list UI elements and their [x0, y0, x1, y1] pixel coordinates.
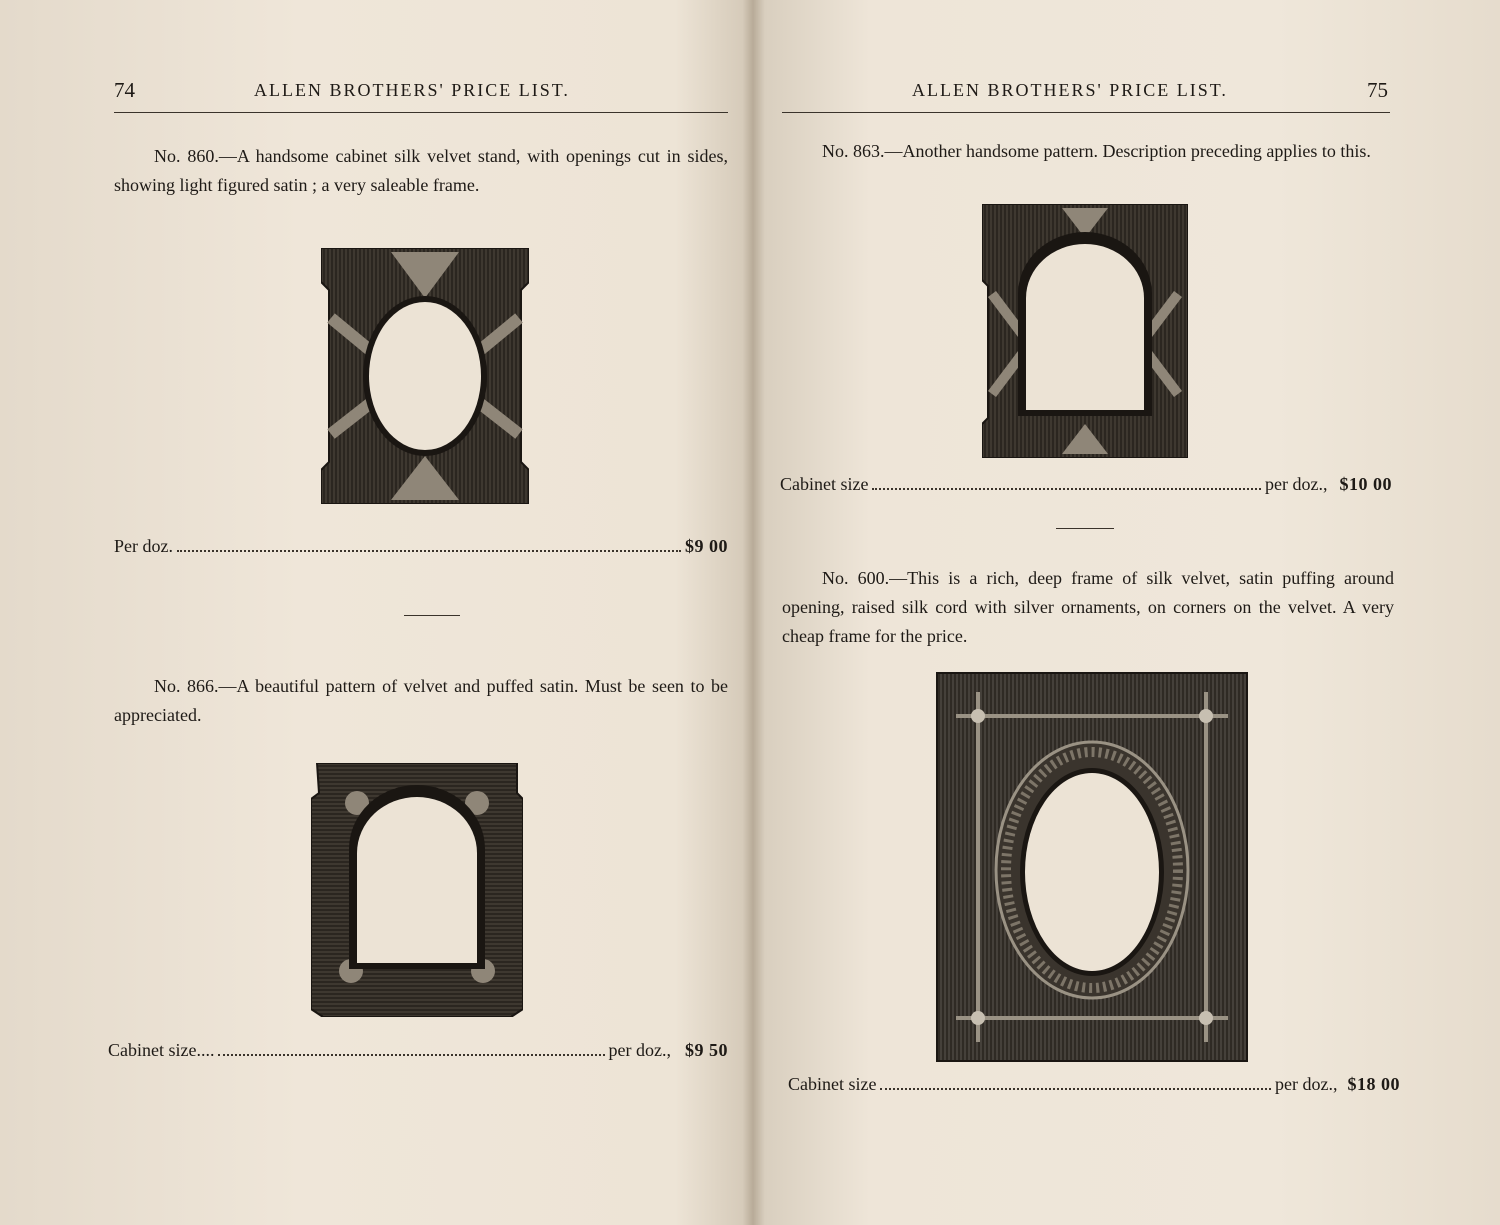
frame-860-illustration	[321, 248, 529, 504]
item-866-price-line	[108, 1040, 728, 1061]
item-863-description: No. 863.—Another handsome pattern. Description preceding applies to this.	[822, 141, 1371, 161]
item-860-price-line	[114, 536, 728, 557]
item-860-price-label: Per doz.	[114, 536, 173, 556]
item-863-price-line	[780, 474, 1392, 495]
item-866-price-label: Cabinet size....	[108, 1040, 215, 1060]
section-divider	[404, 615, 460, 616]
arched-velvet-frame-icon	[311, 763, 523, 1017]
item-600-price-label: Cabinet size	[788, 1074, 877, 1094]
section-divider	[1056, 528, 1114, 529]
item-866-description: No. 866.—A beautiful pattern of velvet and puffed satin. Must be seen to be appreciated.	[114, 676, 728, 725]
page-header-title: ALLEN BROTHERS' PRICE LIST.	[254, 80, 570, 100]
item-860-price: $9 00	[685, 536, 728, 556]
item-600-price-unit: per doz.,	[1275, 1074, 1338, 1094]
page-number: 75	[1367, 78, 1388, 102]
item-600-price-line	[788, 1074, 1400, 1095]
item-600-price: $18 00	[1347, 1074, 1400, 1094]
frame-600-illustration	[936, 672, 1248, 1062]
leader-dots	[177, 550, 681, 552]
right-page	[752, 0, 1500, 1225]
leader-dots	[218, 1054, 604, 1056]
leader-dots	[880, 1088, 1271, 1090]
item-863-price-label: Cabinet size	[780, 474, 869, 494]
item-866-price-unit: per doz.,	[608, 1040, 671, 1060]
item-860-description: No. 860.—A handsome cabinet silk velvet stand, with openings cut in sides, showing light figured satin ; a very saleable frame.	[114, 146, 728, 195]
leader-dots	[872, 488, 1261, 490]
frame-866-illustration	[311, 763, 523, 1017]
item-863-price-unit: per doz.,	[1265, 474, 1328, 494]
left-page-header	[114, 72, 728, 113]
item-863-price: $10 00	[1339, 474, 1392, 494]
oval-velvet-frame-icon	[321, 248, 529, 504]
frame-863-illustration	[982, 204, 1188, 458]
arched-velvet-frame-icon	[982, 204, 1188, 458]
page-header-title: ALLEN BROTHERS' PRICE LIST.	[912, 80, 1228, 100]
page-number: 74	[114, 78, 135, 102]
right-page-header	[782, 72, 1390, 113]
item-866-price: $9 50	[685, 1040, 728, 1060]
oval-rich-frame-icon	[936, 672, 1248, 1062]
item-600-description: No. 600.—This is a rich, deep frame of silk velvet, satin puffing around opening, raised silk cord with silver ornaments, on corners on the velvet. A very cheap frame for the price.	[782, 568, 1394, 646]
